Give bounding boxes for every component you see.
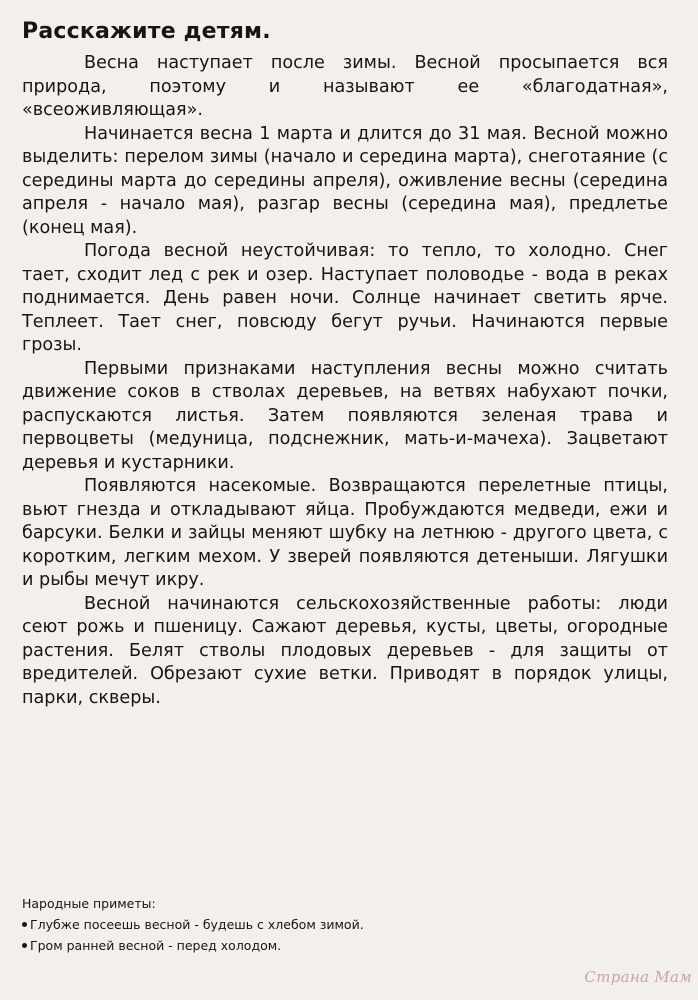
paragraph-2: Начинается весна 1 марта и длится до 31 мая. Весной можно выделить: перелом зимы (начало и середина марта), снеготаяние (с середины марта до середины апреля), оживление весны (середина апреля - начало мая), разгар весны (середина мая), предлетье (конец мая). — [22, 123, 668, 238]
omen-text: Гром ранней весной - перед холодом. — [30, 938, 282, 953]
omen-text: Глубже посеешь весной - будешь с хлебом зимой. — [30, 917, 364, 932]
paragraph-1: Весна наступает после зимы. Весной просыпается вся природа, поэтому и называют ее «благодатная», «всеоживляющая». — [22, 53, 668, 120]
paragraph-4: Первыми признаками наступления весны можно считать движение соков в стволах деревьев, на ветвях набухают почки, распускаются листья. Затем появляются зеленая трава и первоцветы (медуница, подснежник, мать-и-мачеха). Зацветают деревья и кустарники. — [22, 358, 668, 473]
main-text-block — [22, 18, 668, 710]
paragraph-5: Появляются насекомые. Возвращаются перелетные птицы, вьют гнезда и откладывают яйца. Пробуждаются медведи, ежи и барсуки. Белки и зайцы меняют шубку на летнюю - другого цвета, с коротким, легким мехом. У зверей появляются детеныши. Лягушки и рыбы мечут икру. — [22, 476, 668, 590]
omens-list — [22, 914, 642, 956]
bullet-icon — [22, 922, 27, 927]
paragraph-3: Погода весной неустойчивая: то тепло, то холодно. Снег тает, сходит лед с рек и озер. Наступает половодье - вода в реках поднимается. День равен ночи. Солнце начинает светить ярче. Теплеет. Тает снег, повсюду бегут ручьи. Начинаются первые грозы. — [22, 241, 668, 355]
paragraph-6: Весной начинаются сельскохозяйственные работы: люди сеют рожь и пшеницу. Сажают деревья, кусты, цветы, огородные растения. Белят стволы плодовых деревьев - для защиты от вредителей. Обрезают сухие ветки. Приводят в порядок улицы, парки, скверы. — [22, 593, 668, 708]
list-item — [22, 914, 642, 935]
site-watermark: Страна Мам — [584, 968, 692, 986]
bullet-icon — [22, 943, 27, 948]
folk-omens-section — [22, 893, 642, 956]
page-title: Расскажите детям. — [22, 19, 271, 44]
list-item — [22, 935, 642, 956]
omens-heading: Народные приметы: — [22, 896, 156, 911]
